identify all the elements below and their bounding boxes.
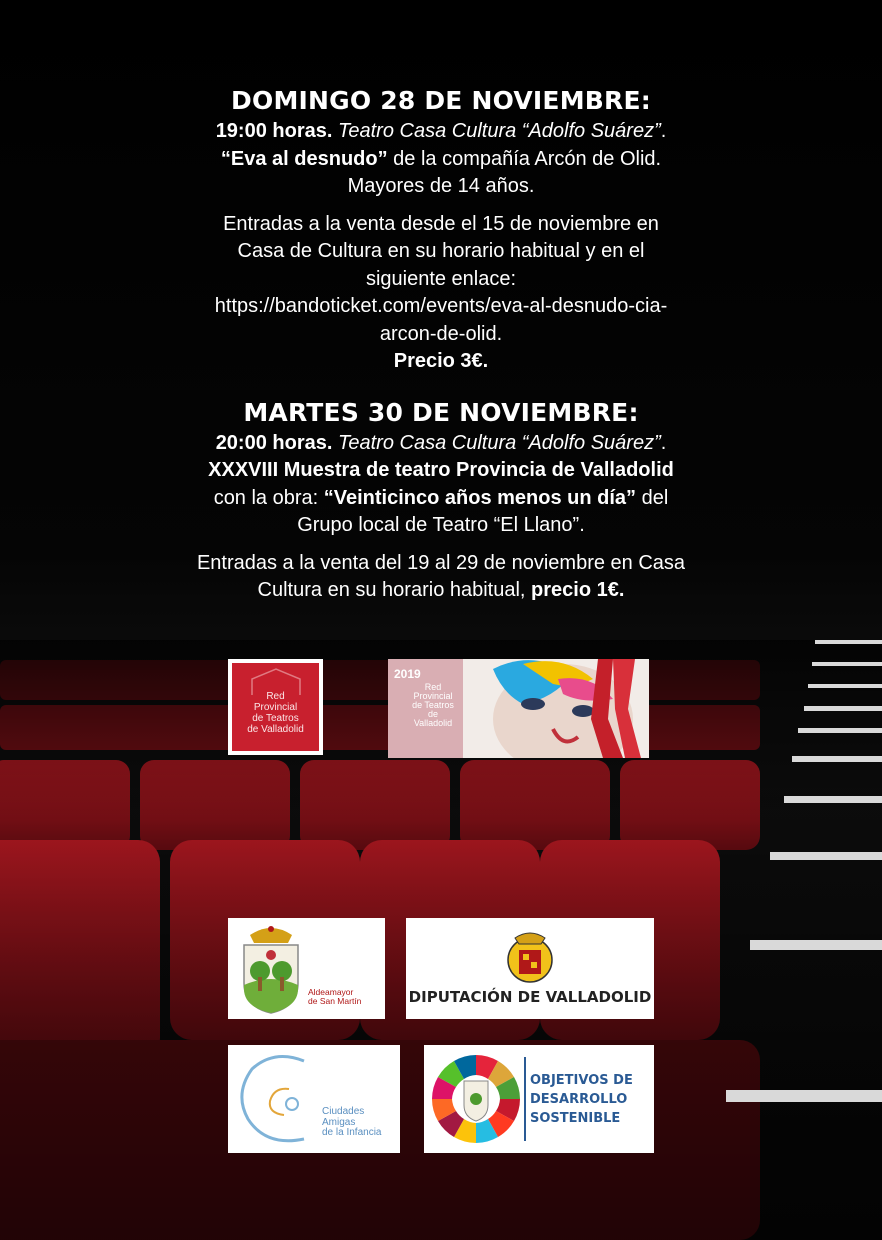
event1-tickets-line2: Casa de Cultura en su horario habitual y en el [237, 240, 645, 262]
event2-with-play: con la obra: [213, 486, 324, 509]
diputacion-text: DIPUTACIÓN DE VALLADOLID [408, 988, 652, 1006]
ciudades-line2: Amigas [322, 1116, 356, 1128]
event2-tickets-line1: Entradas a la venta del 19 al 29 de noviembre en Casa [196, 551, 686, 574]
event2-time: 20:00 horas. [215, 431, 333, 454]
shield-crest-icon [505, 930, 555, 986]
ciudades-amigas-logo [228, 1045, 400, 1153]
ciudades-line1: Ciudades [322, 1106, 365, 1117]
event1-link-line1[interactable]: https://bandoticket.com/events/eva-al-desnudo-cia- [214, 295, 668, 317]
aldeamayor-logo [228, 918, 385, 1019]
event2-play-of: del [636, 486, 669, 509]
event2-play [120, 485, 762, 513]
red-logo-line4: de Valladolid [247, 724, 304, 735]
poster-line2: Provincial [413, 691, 453, 701]
red-logo-line1: Red [266, 691, 285, 702]
ods-line1: OBJETIVOS DE [530, 1073, 633, 1088]
event2-play-title: “Veinticinco años menos un día” [323, 486, 637, 509]
ciudades-line3: de la Infancia [322, 1127, 382, 1138]
diputacion-logo [406, 918, 654, 1019]
event-text [120, 84, 762, 605]
poster-line4: de Valladolid [413, 709, 453, 728]
sdg-wheel-icon [430, 1053, 522, 1145]
painted-face-image [463, 659, 649, 758]
event1-age: Mayores de 14 años. [347, 175, 535, 197]
red-logo-line3: de Teatros [252, 713, 299, 724]
event2-venue: Teatro Casa Cultura “Adolfo Suárez” [337, 431, 661, 454]
event1-play-company: de la compañía Arcón de Olid. [387, 147, 662, 170]
event1-venue: Teatro Casa Cultura “Adolfo Suárez” [337, 120, 661, 142]
event2-festival [120, 457, 762, 485]
event1-heading: DOMINGO 28 DE NOVIEMBRE: [231, 86, 651, 115]
event1-play [120, 146, 762, 174]
event2-price: precio 1€. [531, 579, 625, 601]
event1-time: 19:00 horas. [215, 120, 333, 142]
poster-line3: de Teatros [412, 700, 454, 710]
event2-venue-end: . [660, 431, 667, 454]
ods-line2: DESARROLLO [530, 1092, 628, 1107]
event1-price-value: Precio 3€. [393, 350, 489, 372]
poster-year: 2019 [394, 667, 421, 681]
event1-link-line2[interactable]: arcon-de-olid. [379, 322, 503, 345]
event1-tickets-line3: siguiente enlace: [365, 267, 517, 290]
aldeamayor-line1: Aldeamayor [308, 987, 354, 997]
event2-heading: MARTES 30 DE NOVIEMBRE: [243, 397, 639, 427]
coat-of-arms-icon [236, 923, 306, 1015]
event1-tickets-line1: Entradas a la venta desde el 15 de noviembre en [223, 212, 659, 235]
c-swirl-icon [234, 1049, 324, 1149]
event1-play-title: “Eva al desnudo” [220, 147, 388, 170]
event2-group: Grupo local de Teatro “El Llano”. [297, 514, 585, 536]
event1-time-venue [120, 118, 762, 146]
event2-time-venue [120, 430, 762, 458]
event1-venue-end: . [660, 120, 667, 142]
event2-tickets-text: Cultura en su horario habitual, [257, 579, 532, 601]
event2-tickets-line2 [120, 577, 762, 605]
poster-line1: Red [424, 682, 442, 692]
ods-logo [424, 1045, 654, 1153]
red-logo-line2: Provincial [253, 702, 298, 713]
aldeamayor-line2: de San Martín [308, 996, 362, 1006]
event2-festival-name: XXXVIII Muestra de teatro Provincia de Valladolid [208, 459, 674, 481]
poster-2019 [388, 659, 649, 758]
ods-line3: SOSTENIBLE [530, 1111, 621, 1126]
event1-price [120, 348, 762, 376]
red-provincial-logo [228, 659, 323, 755]
